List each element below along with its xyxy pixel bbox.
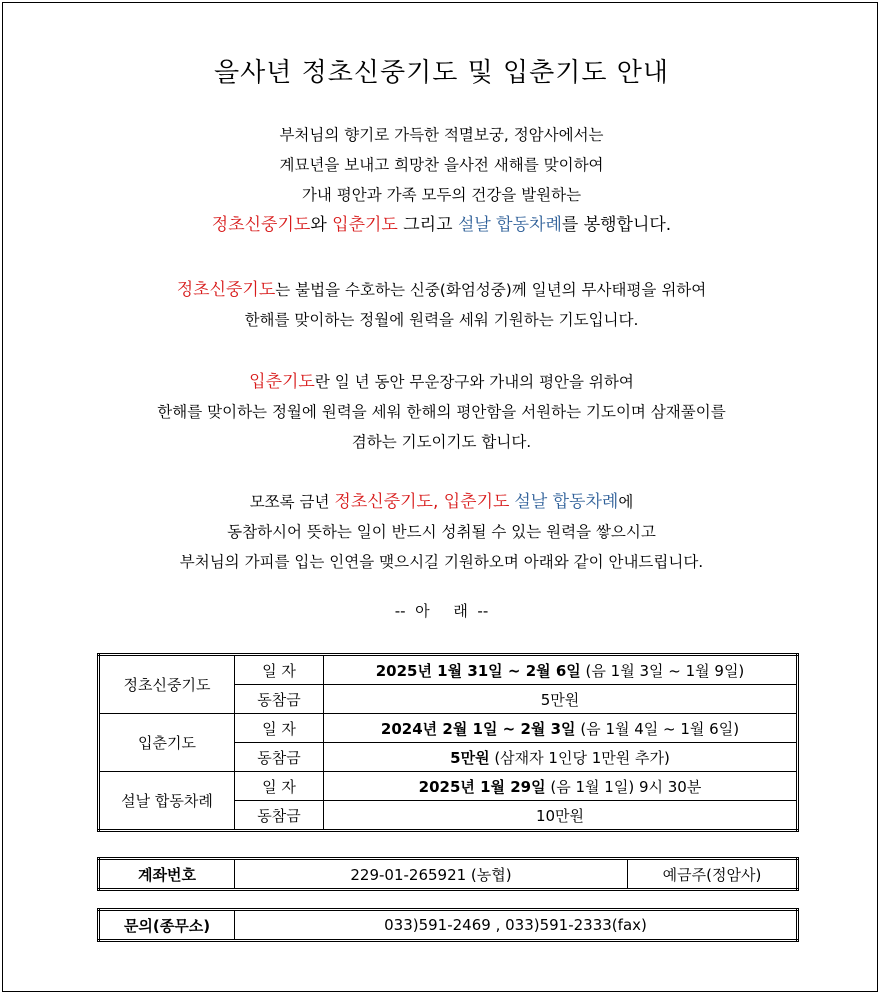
date-label: 일 자 xyxy=(235,772,324,801)
section-jeongcho-line-2: 한해를 맞이하는 정월에 원력을 세워 기원하는 기도입니다. xyxy=(244,311,639,329)
section-ipchun-line-2: 한해를 맞이하는 정월에 원력을 세워 한해의 평안함을 서원하는 기도이며 삼재풀이를 xyxy=(157,403,726,421)
intro-text: 와 xyxy=(310,215,333,235)
table-row xyxy=(99,859,798,890)
date-label: 일 자 xyxy=(235,714,324,743)
intro-text: 그리고 xyxy=(397,215,458,235)
section-ipchun-line-1 xyxy=(0,367,883,397)
fee-extra: 5만원 xyxy=(540,690,580,709)
date-extra: (음 1월 3일 ~ 1월 9일) xyxy=(580,661,745,680)
section-closing-line-2: 동참하시어 뜻하는 일이 반드시 성취될 수 있는 원력을 쌓으시고 xyxy=(227,523,656,541)
date-bold: 2025년 1월 31일 ~ 2월 6일 xyxy=(375,661,581,680)
section-closing-line-1 xyxy=(0,487,883,517)
table-row xyxy=(99,655,798,685)
fee-label: 동참금 xyxy=(235,801,324,831)
account-number: 229-01-265921 (농협) xyxy=(235,859,628,890)
date-bold: 2025년 1월 29일 xyxy=(418,777,546,796)
contact-table xyxy=(97,908,799,942)
section-text: 는 불법을 수호하는 신중(화엄성중)께 일년의 무사태평을 위하여 xyxy=(275,281,707,299)
highlight-ipchun: 입춘기도 xyxy=(332,215,398,235)
intro-line-1: 부처님의 향기로 가득한 적멸보궁, 정암사에서는 xyxy=(279,126,604,144)
intro-line-2: 계묘년을 보내고 희망찬 을사전 새해를 맞이하여 xyxy=(279,156,604,174)
fee-extra: (삼재자 1인당 1만원 추가) xyxy=(489,748,670,767)
section-closing-line-3: 부처님의 가피를 입는 인연을 맺으시길 기원하오며 아래와 같이 안내드립니다. xyxy=(179,553,704,571)
section-jeongcho xyxy=(0,275,883,335)
fee-bold: 5만원 xyxy=(450,748,490,767)
page-title: 을사년 정초신중기도 및 입춘기도 안내 xyxy=(214,58,669,88)
section-ipchun-line-3: 겸하는 기도이기도 합니다. xyxy=(351,433,532,451)
fee-value xyxy=(324,685,798,714)
section-ipchun xyxy=(0,367,883,457)
contact-value: 033)591-2469 , 033)591-2333(fax) xyxy=(235,910,798,941)
fee-label: 동참금 xyxy=(235,743,324,772)
date-extra: (음 1월 4일 ~ 1월 6일) xyxy=(575,719,740,738)
section-jeongcho-line-1 xyxy=(0,275,883,305)
intro-line-3: 가내 평안과 가족 모두의 건강을 발원하는 xyxy=(301,186,582,204)
section-closing xyxy=(0,487,883,577)
fee-label: 동참금 xyxy=(235,685,324,714)
event-name: 입춘기도 xyxy=(99,714,235,772)
closing-text: 에 xyxy=(618,493,634,511)
date-extra: (음 1월 1일) 9시 30분 xyxy=(545,777,702,796)
below-heading: -- 아 래 -- xyxy=(394,602,489,620)
highlight-seollal: 설날 합동차례 xyxy=(457,215,562,235)
highlight-jeongcho: 정초신중기도 xyxy=(176,280,276,300)
schedule-table xyxy=(97,653,799,832)
table-row xyxy=(99,910,798,941)
fee-extra: 10만원 xyxy=(535,806,585,825)
highlight-prayers: 정초신중기도, 입춘기도 xyxy=(334,492,510,512)
table-row xyxy=(99,772,798,801)
date-label: 일 자 xyxy=(235,655,324,685)
intro-text: 를 봉행합니다. xyxy=(561,215,672,235)
intro-line-4 xyxy=(0,210,883,240)
date-value xyxy=(324,714,798,743)
contact-label: 문의(종무소) xyxy=(99,910,235,941)
section-text: 란 일 년 동안 무운장구와 가내의 평안을 위하여 xyxy=(314,373,634,391)
date-value xyxy=(324,772,798,801)
table-row xyxy=(99,714,798,743)
highlight-seollal: 설날 합동차례 xyxy=(514,492,619,512)
intro-paragraph xyxy=(0,120,883,240)
account-label: 계좌번호 xyxy=(99,859,235,890)
account-table xyxy=(97,857,799,891)
date-bold: 2024년 2월 1일 ~ 2월 3일 xyxy=(380,719,576,738)
account-holder: 예금주(정암사) xyxy=(628,859,798,890)
event-name: 정초신중기도 xyxy=(99,655,235,714)
date-value xyxy=(324,655,798,685)
fee-value xyxy=(324,801,798,831)
fee-value xyxy=(324,743,798,772)
closing-text: 모쪼록 금년 xyxy=(249,493,335,511)
event-name: 설날 합동차례 xyxy=(99,772,235,831)
highlight-ipchun: 입춘기도 xyxy=(249,372,315,392)
highlight-jeongcho: 정초신중기도 xyxy=(211,215,311,235)
